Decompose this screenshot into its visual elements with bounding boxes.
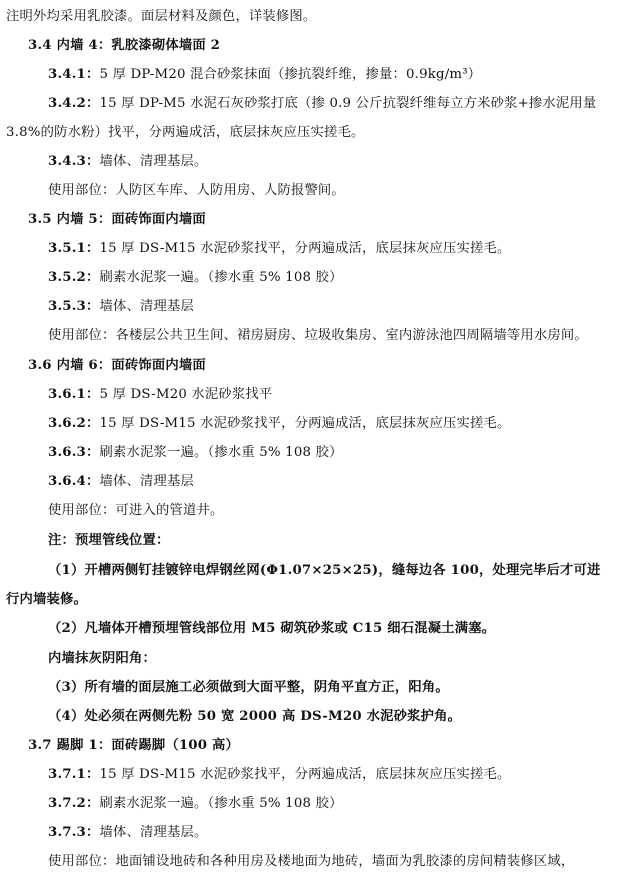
item-3-6-1: 3.6.1：5 厚 DS-M20 水泥砂浆找平 — [48, 387, 273, 402]
item-3-6-4: 3.6.4：墙体、清理基层 — [48, 474, 194, 489]
item-3-6-3: 3.6.3：刷素水泥浆一遍。（掺水重 5% 108 胶） — [48, 445, 343, 460]
note-item-3: （3）所有墙的面层施工必须做到大面平整，阴角平直方正，阳角。 — [48, 680, 449, 695]
section-3-7-heading: 3.7 踢脚 1：面砖踢脚（100 高） — [28, 738, 240, 753]
item-3-7-3: 3.7.3：墙体、清理基层。 — [48, 825, 208, 840]
item-3-4-2-continued: 3.8%的防水粉）找平，分两遍成活，底层抹灰应压实搓毛。 — [6, 125, 365, 140]
note-item-4: （4）处必须在两侧先粉 50 宽 2000 高 DS-M20 水泥砂浆护角。 — [48, 709, 462, 724]
section-3-6-heading: 3.6 内墙 6：面砖饰面内墙面 — [28, 358, 206, 373]
section-3-5-heading: 3.5 内墙 5：面砖饰面内墙面 — [28, 212, 206, 227]
note-item-1-continued: 行内墙装修。 — [6, 592, 87, 607]
item-3-5-1: 3.5.1：15 厚 DS-M15 水泥砂浆找平，分两遍成活，底层抹灰应压实搓毛。 — [48, 241, 511, 256]
usage-3-5: 使用部位：各楼层公共卫生间、裙房厨房、垃圾收集房、室内游泳池四周隔墙等用水房间。 — [48, 328, 588, 343]
note-item-2: （2）凡墙体开槽预埋管线部位用 M5 砌筑砂浆或 C15 细石混凝土满塞。 — [48, 621, 496, 636]
item-3-4-1: 3.4.1：5 厚 DP-M20 混合砂浆抹面（掺抗裂纤维，掺量：0.9kg/m³） — [48, 67, 482, 82]
section-3-4-heading: 3.4 内墙 4：乳胶漆砌体墙面 2 — [28, 38, 221, 53]
note-item-1: （1）开槽两侧钉挂镀锌电焊钢丝网(Φ1.07×25×25)，缝每边各 100，处理完毕后才可进 — [48, 563, 601, 578]
item-3-6-2: 3.6.2：15 厚 DS-M15 水泥砂浆找平，分两遍成活，底层抹灰应压实搓毛。 — [48, 416, 511, 431]
item-3-4-3: 3.4.3：墙体、清理基层。 — [48, 154, 208, 169]
item-3-5-3: 3.5.3：墙体、清理基层 — [48, 299, 194, 314]
note-heading: 注：预埋管线位置： — [48, 533, 170, 548]
item-3-5-2: 3.5.2：刷素水泥浆一遍。（掺水重 5% 108 胶） — [48, 270, 343, 285]
corner-plaster-heading: 内墙抹灰阴阳角： — [48, 651, 156, 666]
usage-3-7: 使用部位：地面铺设地砖和各种用房及楼地面为地砖，墙面为乳胶漆的房间精装修区域， — [48, 854, 575, 869]
intro-note: 注明外均采用乳胶漆。面层材料及颜色，详装修图。 — [6, 9, 317, 24]
item-3-4-2: 3.4.2：15 厚 DP-M5 水泥石灰砂浆打底（掺 0.9 公斤抗裂纤维每立方米砂浆+掺水泥用量 — [48, 96, 597, 111]
usage-3-6: 使用部位：可进入的管道井。 — [48, 503, 224, 518]
usage-3-4: 使用部位：人防区车库、人防用房、人防报警间。 — [48, 183, 345, 198]
item-3-7-2: 3.7.2：刷素水泥浆一遍。（掺水重 5% 108 胶） — [48, 796, 343, 811]
item-3-7-1: 3.7.1：15 厚 DS-M15 水泥砂浆找平，分两遍成活，底层抹灰应压实搓毛。 — [48, 767, 511, 782]
